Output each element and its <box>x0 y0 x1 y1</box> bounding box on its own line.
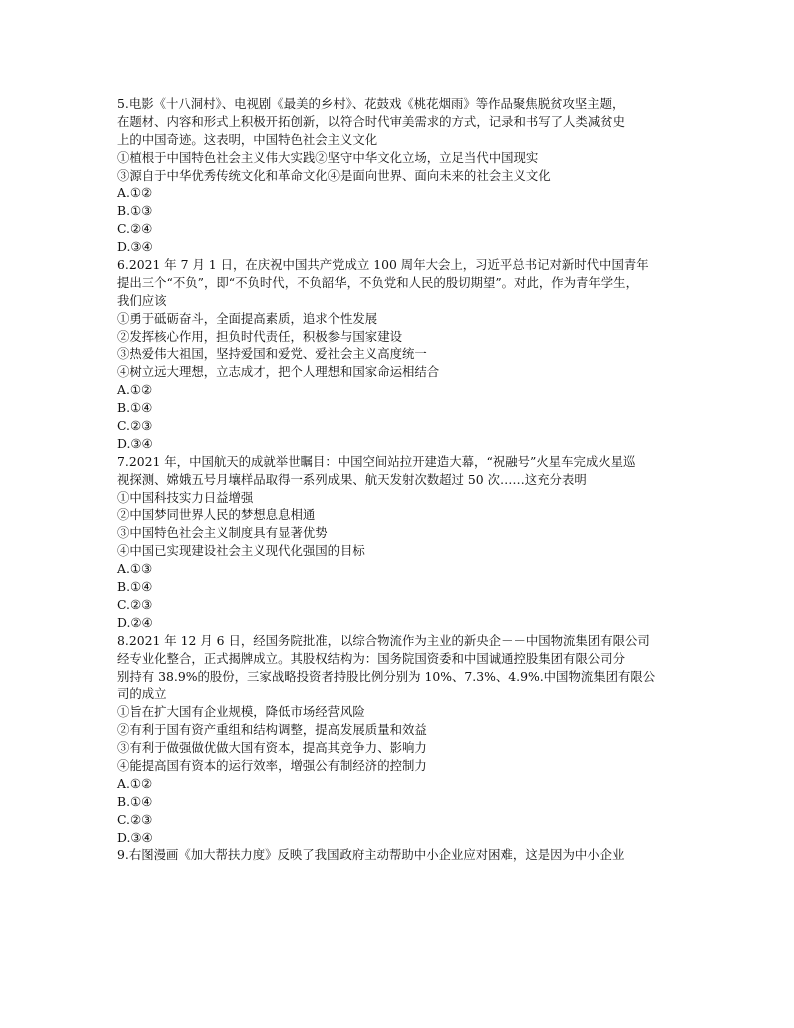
answer-option: A.①② <box>117 382 153 398</box>
question-stem-line: 经专业化整合，正式揭牌成立。其股权结构为：国务院国资委和中国诚通控股集团有限公司分 <box>117 650 626 666</box>
answer-option: D.③④ <box>117 435 153 451</box>
answer-option: D.③④ <box>117 239 153 255</box>
question-stem-line: 我们应该 <box>117 292 167 308</box>
statement-line: ③热爱伟大祖国，坚持爱国和爱党、爱社会主义高度统一 <box>117 346 427 362</box>
statement-line: ②有利于国有资产重组和结构调整，提高发展质量和效益 <box>117 722 427 738</box>
answer-option: A.①③ <box>117 561 153 577</box>
answer-option: B.①③ <box>117 203 153 219</box>
answer-option: C.②③ <box>117 418 153 434</box>
answer-option: B.①④ <box>117 793 153 809</box>
answer-option: B.①④ <box>117 400 153 416</box>
question-stem-line: 司的成立 <box>117 686 167 702</box>
question-7 <box>117 453 679 632</box>
statement-line: ③中国特色社会主义制度具有显著优势 <box>117 525 328 541</box>
statement-line: ①旨在扩大国有企业规模，降低市场经营风险 <box>117 704 365 720</box>
document-page <box>117 95 679 864</box>
answer-option: D.③④ <box>117 829 153 845</box>
question-stem-line: 别持有 38.9%的股份，三家战略投资者持股比例分别为 10%、7.3%、4.9%.中国物流集团有限公 <box>117 668 656 684</box>
statement-line: ②发挥核心作用，担负时代责任，积极参与国家建设 <box>117 328 402 344</box>
question-stem-line: 提出三个“不负”，即“不负时代，不负韶华，不负党和人民的殷切期望”。对此，作为青年学生， <box>117 274 638 290</box>
question-stem-line: 8.2021 年 12 月 6 日，经国务院批准，以综合物流作为主业的新央企－－中国物流集团有限公司 <box>117 632 650 648</box>
question-6 <box>117 256 679 453</box>
statement-line: ④树立远大理想，立志成才，把个人理想和国家命运相结合 <box>117 364 440 380</box>
answer-option: A.①② <box>117 775 153 791</box>
statement-line: ③源自于中华优秀传统文化和革命文化④是面向世界、面向未来的社会主义文化 <box>117 167 551 183</box>
statement-line: ④能提高国有资本的运行效率，增强公有制经济的控制力 <box>117 757 427 773</box>
question-9 <box>117 846 679 864</box>
question-stem-line: 7.2021 年，中国航天的成就举世瞩目：中国空间站拉开建造大幕，“祝融号”火星车完成火星巡 <box>117 453 636 469</box>
statement-line: ①植根于中国特色社会主义伟大实践②坚守中华文化立场，立足当代中国现实 <box>117 149 539 165</box>
question-8 <box>117 632 679 847</box>
question-stem-line: 9.右图漫画《加大帮扶力度》反映了我国政府主动帮助中小企业应对困难，这是因为中小企业 <box>117 847 625 863</box>
question-stem-line: 视探测、嫦娥五号月壤样品取得一系列成果、航天发射次数超过 50 次……这充分表明 <box>117 471 587 487</box>
statement-line: ①中国科技实力日益增强 <box>117 489 254 505</box>
question-stem-line: 5.电影《十八洞村》、电视剧《最美的乡村》、花鼓戏《桃花烟雨》等作品聚焦脱贫攻坚主题， <box>117 96 625 111</box>
answer-option: C.②③ <box>117 596 153 612</box>
statement-line: ①勇于砥砺奋斗，全面提高素质，追求个性发展 <box>117 310 378 326</box>
answer-option: C.②④ <box>117 221 153 237</box>
answer-option: D.②④ <box>117 614 153 630</box>
question-stem-line: 上的中国奇迹。这表明，中国特色社会主义文化 <box>117 131 378 147</box>
statement-line: ②中国梦同世界人民的梦想息息相通 <box>117 507 316 523</box>
question-stem-line: 在题材、内容和形式上积极开拓创新，以符合时代审美需求的方式，记录和书写了人类减贫史 <box>117 113 626 129</box>
question-5 <box>117 95 679 256</box>
answer-option: A.①② <box>117 185 153 201</box>
question-stem-line: 6.2021 年 7 月 1 日，在庆祝中国共产党成立 100 周年大会上，习近平总书记对新时代中国青年 <box>117 257 649 273</box>
answer-option: C.②③ <box>117 811 153 827</box>
statement-line: ③有利于做强做优做大国有资本，提高其竞争力、影响力 <box>117 740 427 756</box>
statement-line: ④中国已实现建设社会主义现代化强国的目标 <box>117 543 365 559</box>
answer-option: B.①④ <box>117 579 153 595</box>
